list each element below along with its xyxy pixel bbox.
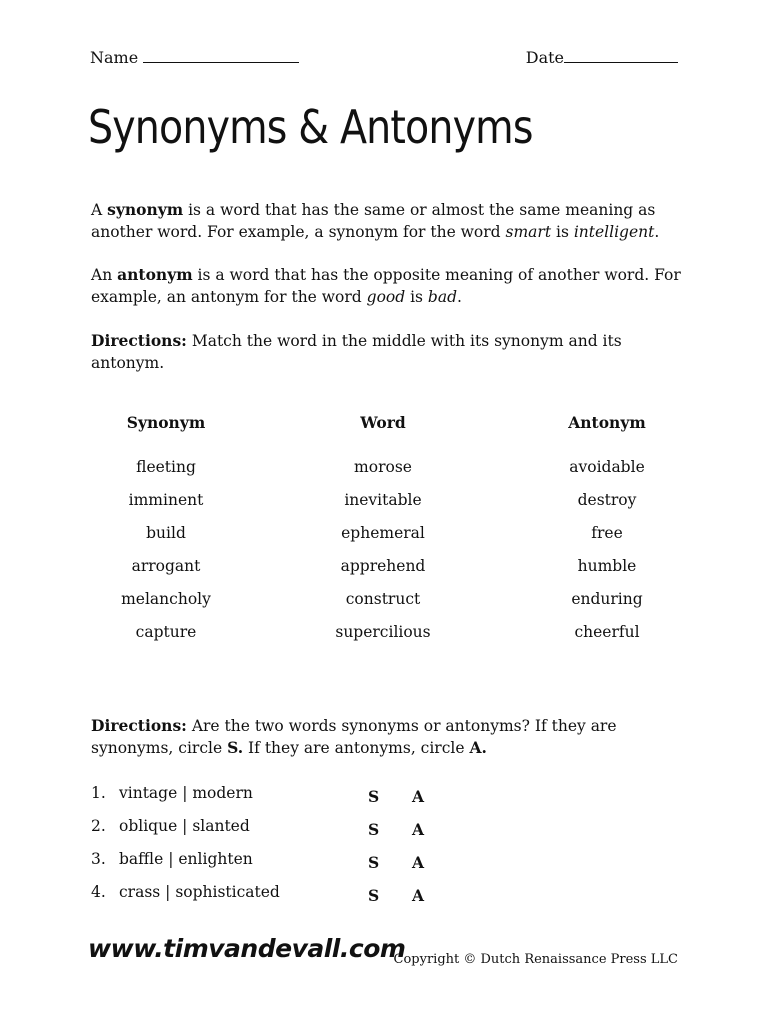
question-number: 1. xyxy=(91,784,106,802)
antonym-item: destroy xyxy=(577,491,637,510)
date-blank-line xyxy=(564,48,678,63)
word-item: construct xyxy=(345,590,421,609)
antonym-item: enduring xyxy=(571,590,643,609)
question-word-pair: crass | sophisticated xyxy=(119,883,280,901)
synonym-item: arrogant xyxy=(131,557,201,576)
question-word-pair: baffle | enlighten xyxy=(119,850,253,868)
antonym-item: humble xyxy=(577,557,637,576)
question-row xyxy=(91,848,491,881)
directions-text: Are the two words synonyms or antonyms? If they are synonyms, circle xyxy=(91,717,617,757)
question-number: 2. xyxy=(91,817,106,835)
header-row xyxy=(90,48,678,70)
directions-matching xyxy=(91,330,691,374)
page-title: Synonyms & Antonyms xyxy=(88,100,533,154)
directions-label: Directions: xyxy=(91,716,187,735)
antonym-def-end: . xyxy=(457,288,462,306)
antonym-definition xyxy=(91,264,691,308)
synonym-item: capture xyxy=(135,623,197,642)
antonym-column-header: Antonym xyxy=(568,413,646,432)
synonym-item: build xyxy=(146,524,186,543)
name-field xyxy=(90,48,299,67)
synonym-item: melancholy xyxy=(121,590,211,609)
antonym-column xyxy=(507,412,707,655)
antonym-item: avoidable xyxy=(569,458,645,476)
antonym-example-word: good xyxy=(366,288,406,306)
question-number: 4. xyxy=(91,883,106,901)
synonym-column xyxy=(66,412,266,655)
antonym-term: antonym xyxy=(117,265,193,284)
name-blank-line xyxy=(143,48,299,63)
synonym-term: synonym xyxy=(107,200,184,219)
synonym-choice-s[interactable]: S xyxy=(368,886,380,905)
antonym-def-pre: An xyxy=(91,266,118,284)
question-row xyxy=(91,881,491,914)
question-word-pair: vintage | modern xyxy=(119,784,253,802)
synonym-example-word: smart xyxy=(505,223,552,241)
name-label: Name xyxy=(90,48,139,67)
antonym-choice-a[interactable]: A xyxy=(412,853,425,872)
word-item: inevitable xyxy=(344,491,422,510)
synonym-def-is: is xyxy=(551,223,574,241)
word-item: supercilious xyxy=(335,623,431,642)
footer-website-url: www.timvandevall.com xyxy=(88,934,406,963)
word-column xyxy=(283,412,483,655)
antonym-item: cheerful xyxy=(574,623,640,642)
antonym-def-text: is a word that has the opposite meaning of another word. For example, an antonym for the word xyxy=(91,266,681,306)
antonym-choice-a[interactable]: A xyxy=(412,820,425,839)
word-item: ephemeral xyxy=(341,524,425,543)
synonym-def-pre: A xyxy=(91,201,108,219)
footer-copyright: Copyright © Dutch Renaissance Press LLC xyxy=(393,952,678,967)
directions-label: Directions: xyxy=(91,331,187,350)
antonym-choice-a[interactable]: A xyxy=(412,886,425,905)
directions-s-letter: S. xyxy=(227,738,244,757)
directions-text: If they are antonyms, circle xyxy=(243,739,470,757)
antonym-example-answer: bad xyxy=(427,288,458,306)
word-item: morose xyxy=(354,458,412,476)
synonym-def-end: . xyxy=(654,223,660,241)
synonym-item: imminent xyxy=(128,491,204,510)
word-column-header: Word xyxy=(360,413,406,432)
antonym-def-is: is xyxy=(405,288,428,306)
directions-a-letter: A. xyxy=(469,738,487,757)
date-field xyxy=(526,48,678,67)
synonym-choice-s[interactable]: S xyxy=(368,787,380,806)
directions-text: Match the word in the middle with its synonym and its antonym. xyxy=(91,332,622,372)
question-row xyxy=(91,782,491,815)
synonym-choice-s[interactable]: S xyxy=(368,820,380,839)
synonym-def-text: is a word that has the same or almost the same meaning as another word. For example, a synonym for the word xyxy=(91,201,656,241)
synonym-choice-s[interactable]: S xyxy=(368,853,380,872)
directions-circle xyxy=(91,715,691,759)
synonym-example-answer: intelligent xyxy=(573,223,655,241)
synonym-item: fleeting xyxy=(136,458,196,476)
date-label: Date xyxy=(525,48,564,67)
word-item: apprehend xyxy=(340,557,426,576)
question-word-pair: oblique | slanted xyxy=(119,817,250,835)
antonym-choice-a[interactable]: A xyxy=(412,787,425,806)
question-number: 3. xyxy=(91,850,106,868)
synonym-column-header: Synonym xyxy=(126,413,206,432)
question-row xyxy=(91,815,491,848)
synonym-definition xyxy=(91,199,691,243)
question-list xyxy=(91,782,491,914)
antonym-item: free xyxy=(591,524,623,543)
